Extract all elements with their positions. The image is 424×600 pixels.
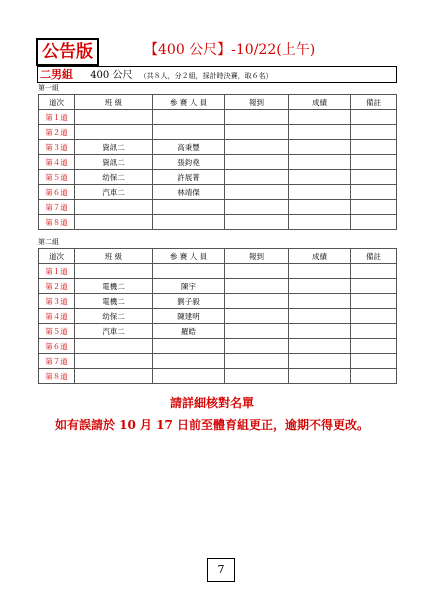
remark-cell — [351, 279, 397, 294]
lane-cell: 第３道 — [39, 140, 75, 155]
remark-cell — [351, 185, 397, 200]
column-header: 成績 — [289, 249, 351, 264]
column-header: 成績 — [289, 95, 351, 110]
checkin-cell — [225, 200, 289, 215]
page-title: 【400 公尺】-10/22(上午) — [144, 42, 316, 58]
table-row — [39, 294, 397, 309]
athlete-cell — [153, 264, 225, 279]
checkin-cell — [225, 294, 289, 309]
remark-cell — [351, 215, 397, 230]
class-cell — [75, 125, 153, 140]
class-cell: 資訊二 — [75, 155, 153, 170]
checkin-cell — [225, 264, 289, 279]
notice-deadline: 如有誤請於 10 月 17 日前至體育組更正，逾期不得更改。 — [54, 418, 370, 432]
heat-1-label: 第一組 — [38, 84, 59, 92]
table-row — [39, 125, 397, 140]
checkin-cell — [225, 140, 289, 155]
athlete-cell — [153, 110, 225, 125]
checkin-cell — [225, 279, 289, 294]
class-cell — [75, 110, 153, 125]
column-header: 參 賽 人 員 — [153, 95, 225, 110]
athlete-cell — [153, 125, 225, 140]
lane-cell: 第１道 — [39, 110, 75, 125]
lane-cell: 第２道 — [39, 125, 75, 140]
lane-cell: 第８道 — [39, 369, 75, 384]
class-cell: 汽車二 — [75, 324, 153, 339]
lane-cell: 第５道 — [39, 170, 75, 185]
lane-cell: 第８道 — [39, 215, 75, 230]
lane-cell: 第６道 — [39, 185, 75, 200]
column-header: 參 賽 人 員 — [153, 249, 225, 264]
lane-cell: 第４道 — [39, 155, 75, 170]
class-cell — [75, 354, 153, 369]
class-cell — [75, 339, 153, 354]
result-cell — [289, 215, 351, 230]
table-row — [39, 155, 397, 170]
heat-2-label: 第二組 — [38, 238, 59, 246]
athlete-cell: 林靖傑 — [153, 185, 225, 200]
result-cell — [289, 125, 351, 140]
class-cell — [75, 264, 153, 279]
lane-cell: 第６道 — [39, 339, 75, 354]
header — [36, 38, 396, 66]
lane-cell: 第７道 — [39, 354, 75, 369]
checkin-cell — [225, 185, 289, 200]
checkin-cell — [225, 110, 289, 125]
lane-cell: 第７道 — [39, 200, 75, 215]
result-cell — [289, 155, 351, 170]
checkin-cell — [225, 339, 289, 354]
column-header: 班 級 — [75, 95, 153, 110]
class-cell: 資訊二 — [75, 140, 153, 155]
remark-cell — [351, 170, 397, 185]
checkin-cell — [225, 215, 289, 230]
checkin-cell — [225, 155, 289, 170]
athlete-cell — [153, 354, 225, 369]
checkin-cell — [225, 170, 289, 185]
column-header: 備註 — [351, 95, 397, 110]
result-cell — [289, 309, 351, 324]
lane-cell: 第４道 — [39, 309, 75, 324]
column-header: 報到 — [225, 95, 289, 110]
table-row — [39, 215, 397, 230]
athlete-cell — [153, 339, 225, 354]
result-cell — [289, 369, 351, 384]
result-cell — [289, 264, 351, 279]
remark-cell — [351, 339, 397, 354]
table-row — [39, 110, 397, 125]
athlete-cell: 陳宇 — [153, 279, 225, 294]
event-info — [37, 66, 397, 83]
checkin-cell — [225, 125, 289, 140]
athlete-cell — [153, 200, 225, 215]
bulletin-badge: 公告版 — [36, 38, 99, 66]
remark-cell — [351, 294, 397, 309]
remark-cell — [351, 110, 397, 125]
table-row — [39, 200, 397, 215]
column-header: 備註 — [351, 249, 397, 264]
athlete-cell: 許展菁 — [153, 170, 225, 185]
result-cell — [289, 339, 351, 354]
class-cell: 電機二 — [75, 279, 153, 294]
page-number: 7 — [207, 558, 235, 582]
result-cell — [289, 354, 351, 369]
checkin-cell — [225, 324, 289, 339]
remark-cell — [351, 155, 397, 170]
result-cell — [289, 140, 351, 155]
table-row — [39, 309, 397, 324]
result-cell — [289, 324, 351, 339]
class-cell: 電機二 — [75, 294, 153, 309]
remark-cell — [351, 140, 397, 155]
table-row — [39, 185, 397, 200]
heat-1-table — [38, 94, 397, 230]
table-row — [39, 354, 397, 369]
checkin-cell — [225, 369, 289, 384]
class-cell: 幼保二 — [75, 309, 153, 324]
column-header: 班 級 — [75, 249, 153, 264]
column-header: 報到 — [225, 249, 289, 264]
result-cell — [289, 279, 351, 294]
remark-cell — [351, 200, 397, 215]
remark-cell — [351, 369, 397, 384]
header-row — [39, 249, 397, 264]
event-group: 二男組 — [40, 68, 73, 81]
lane-cell: 第３道 — [39, 294, 75, 309]
athlete-cell: 羅皓 — [153, 324, 225, 339]
class-cell — [75, 215, 153, 230]
event-note: （共８人，分２組，採計時決賽，取６名） — [139, 72, 273, 80]
athlete-cell: 高秉豐 — [153, 140, 225, 155]
table-row — [39, 369, 397, 384]
table-row — [39, 339, 397, 354]
table-row — [39, 170, 397, 185]
checkin-cell — [225, 354, 289, 369]
class-cell: 汽車二 — [75, 185, 153, 200]
notice-verify: 請詳細核對名單 — [169, 396, 254, 410]
heat-2-table — [38, 248, 397, 384]
table-row — [39, 279, 397, 294]
event-distance: 400 公尺 — [90, 70, 133, 81]
athlete-cell: 張鈞堯 — [153, 155, 225, 170]
lane-cell: 第２道 — [39, 279, 75, 294]
athlete-cell — [153, 369, 225, 384]
result-cell — [289, 170, 351, 185]
class-cell: 幼保二 — [75, 170, 153, 185]
table-row — [39, 140, 397, 155]
checkin-cell — [225, 309, 289, 324]
column-header: 道次 — [39, 95, 75, 110]
result-cell — [289, 110, 351, 125]
class-cell — [75, 200, 153, 215]
result-cell — [289, 185, 351, 200]
result-cell — [289, 294, 351, 309]
result-cell — [289, 200, 351, 215]
column-header: 道次 — [39, 249, 75, 264]
remark-cell — [351, 125, 397, 140]
table-row — [39, 264, 397, 279]
athlete-cell — [153, 215, 225, 230]
remark-cell — [351, 324, 397, 339]
remark-cell — [351, 309, 397, 324]
athlete-cell: 陳建明 — [153, 309, 225, 324]
table-row — [39, 324, 397, 339]
header-row — [39, 95, 397, 110]
remark-cell — [351, 354, 397, 369]
remark-cell — [351, 264, 397, 279]
lane-cell: 第１道 — [39, 264, 75, 279]
class-cell — [75, 369, 153, 384]
athlete-cell: 劉子毅 — [153, 294, 225, 309]
lane-cell: 第５道 — [39, 324, 75, 339]
